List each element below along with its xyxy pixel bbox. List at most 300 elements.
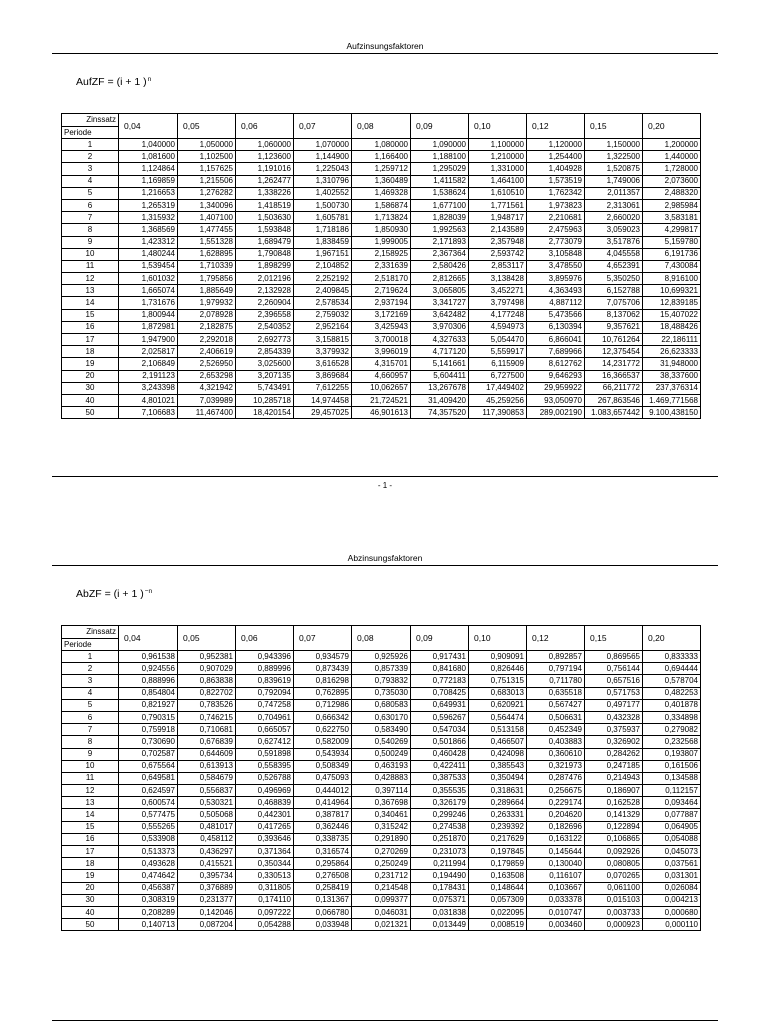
factor-cell: 3,065805 [411,285,469,297]
factor-cell: 1,210000 [469,151,527,163]
table-row [62,846,701,858]
factor-cell: 5,350250 [585,273,643,285]
factor-cell: 2,985984 [643,199,701,211]
factor-cell: 0,436297 [178,846,236,858]
factor-cell: 0,577475 [119,809,178,821]
factor-cell: 6,866041 [527,334,585,346]
factor-cell: 0,583490 [352,724,411,736]
factor-cell: 0,145644 [527,846,585,858]
factor-cell: 1,828039 [411,212,469,224]
factor-cell: 1,503630 [236,212,294,224]
factor-cell: 2,012196 [236,273,294,285]
period-cell: 4 [62,175,119,187]
factor-cell: 0,649581 [119,772,178,784]
factor-cell: 0,318631 [469,785,527,797]
factor-cell: 5,604411 [411,370,469,382]
factor-cell: 2,773079 [527,236,585,248]
table-row [62,724,701,736]
factor-cell: 1,628895 [178,248,236,260]
factor-cell: 3,341727 [411,297,469,309]
factor-cell: 0,596267 [411,711,469,723]
table-row [62,785,701,797]
factor-cell: 0,665057 [236,724,294,736]
factor-cell: 0,751315 [469,675,527,687]
factor-cell: 14,231772 [585,358,643,370]
factor-cell: 0,026084 [643,882,701,894]
factor-cell: 1,480244 [119,248,178,260]
factor-cell: 0,816298 [294,675,352,687]
factor-cell: 0,444012 [294,785,352,797]
factor-cell: 0,526788 [236,772,294,784]
factor-cell: 3,583181 [643,212,701,224]
factor-cell: 1,150000 [585,139,643,151]
factor-cell: 0,258419 [294,882,352,894]
factor-cell: 1,322500 [585,151,643,163]
factor-cell: 0,428883 [352,772,411,784]
factor-cell: 0,116107 [527,870,585,882]
factor-cell: 1,593848 [236,224,294,236]
factor-cell: 0,141329 [585,809,643,821]
factor-cell: 3,207135 [236,370,294,382]
factor-cell: 26,623333 [643,346,701,358]
factor-cell: 3,970306 [411,321,469,333]
period-cell: 10 [62,248,119,260]
factor-cell: 0,747258 [236,699,294,711]
factor-cell: 5,159780 [643,236,701,248]
page-title: Abzinsungsfaktoren [347,553,423,563]
factor-cell: 1,144900 [294,151,352,163]
factor-cell: 1,610510 [469,187,527,199]
factor-cell: 4,045558 [585,248,643,260]
factor-cell: 1.469,771568 [643,394,701,406]
factor-cell: 4,717120 [411,346,469,358]
factor-cell: 2,580426 [411,260,469,272]
factor-cell: 2,292018 [178,334,236,346]
factor-cell: 14,974458 [294,394,352,406]
formula-exponent: n [147,76,152,83]
factor-cell: 7,039989 [178,394,236,406]
factor-cell: 0,015103 [585,894,643,906]
factor-cell: 1,731676 [119,297,178,309]
factor-cell: 0,021321 [352,919,411,931]
table-row [62,711,701,723]
factor-cell: 1,500730 [294,199,352,211]
factor-cell: 0,270269 [352,846,411,858]
page-number: - 1 - [377,481,393,490]
factor-cell: 2,653298 [178,370,236,382]
table-row [62,407,701,419]
table-row [62,212,701,224]
factor-cell: 2,078928 [178,309,236,321]
factor-cell: 0,197845 [469,846,527,858]
factor-cell: 1,295029 [411,163,469,175]
factor-cell: 2,518170 [352,273,411,285]
rate-axis-label: Zinssatz [62,626,118,639]
factor-cell: 31,409420 [411,394,469,406]
factor-cell: 1,191016 [236,163,294,175]
factor-cell: 0,772183 [411,675,469,687]
factor-cell: 0,591898 [236,748,294,760]
period-cell: 30 [62,894,119,906]
factor-cell: 0,826446 [469,663,527,675]
factor-cell: 1,689479 [236,236,294,248]
table-row [62,772,701,784]
factor-cell: 1,411582 [411,175,469,187]
factor-cell: 0,790315 [119,711,178,723]
period-cell: 20 [62,882,119,894]
formula-body: (i + 1 ) [116,76,147,88]
factor-cell: 9.100,438150 [643,407,701,419]
factor-cell: 1,265319 [119,199,178,211]
table-row [62,309,701,321]
factor-cell: 1,464100 [469,175,527,187]
footer-rule [52,476,718,477]
factor-cell: 0,387817 [294,809,352,821]
factor-cell: 1,418519 [236,199,294,211]
factor-cell: 3,895976 [527,273,585,285]
factor-cell: 0,793832 [352,675,411,687]
factor-cell: 2,759032 [294,309,352,321]
period-cell: 9 [62,236,119,248]
factor-cell: 2,488320 [643,187,701,199]
factor-cell: 0,326179 [411,797,469,809]
factor-cell: 1,973823 [527,199,585,211]
factor-cell: 0,077887 [643,809,701,821]
factor-cell: 1,080000 [352,139,411,151]
factor-cell: 10,761264 [585,334,643,346]
factor-cell: 0,759918 [119,724,178,736]
table-row [62,273,701,285]
rate-header: 0,05 [178,114,236,139]
corner-cell [62,626,119,651]
rate-header: 0,08 [352,114,411,139]
factor-cell: 1,368569 [119,224,178,236]
factor-cell: 0,066780 [294,906,352,918]
table-row [62,870,701,882]
rate-header: 0,12 [527,114,585,139]
factor-cell: 1,872981 [119,321,178,333]
factor-cell: 0,746215 [178,711,236,723]
factor-cell: 1,102500 [178,151,236,163]
factor-cell: 1,586874 [352,199,411,211]
rate-header: 0,15 [585,114,643,139]
table-row [62,224,701,236]
factor-cell: 0,475093 [294,772,352,784]
factor-cell: 3,700018 [352,334,411,346]
factor-cell: 0,214548 [352,882,411,894]
factor-cell: 0,530321 [178,797,236,809]
factor-cell: 1,838459 [294,236,352,248]
factor-cell: 1,520875 [585,163,643,175]
factor-cell: 0,708425 [411,687,469,699]
factor-cell: 3,105848 [527,248,585,260]
factor-cell: 8,916100 [643,273,701,285]
factor-cell: 0,735030 [352,687,411,699]
factor-cell: 0,635518 [527,687,585,699]
period-cell: 40 [62,394,119,406]
factor-cell: 12,839185 [643,297,701,309]
table-row [62,748,701,760]
factor-cell: 0,162528 [585,797,643,809]
period-cell: 11 [62,772,119,784]
factor-cell: 1,947900 [119,334,178,346]
rate-header: 0,04 [119,114,178,139]
factor-cell: 0,279082 [643,724,701,736]
factor-cell: 4,801021 [119,394,178,406]
factor-cell: 0,003733 [585,906,643,918]
rate-header: 0,09 [411,114,469,139]
factor-cell: 13,267678 [411,382,469,394]
table-row [62,736,701,748]
factor-cell: 0,334898 [643,711,701,723]
factor-cell: 5,473566 [527,309,585,321]
period-cell: 18 [62,858,119,870]
factor-cell: 2,853117 [469,260,527,272]
factor-cell: 0,371364 [236,846,294,858]
table-row [62,858,701,870]
factor-cell: 0,924556 [119,663,178,675]
factor-cell: 0,869565 [585,651,643,663]
factor-cell: 0,497177 [585,699,643,711]
factor-cell: 0,099377 [352,894,411,906]
factor-cell: 4,177248 [469,309,527,321]
factor-cell: 7,612255 [294,382,352,394]
factor-cell: 5,743491 [236,382,294,394]
factor-cell: 7,106683 [119,407,178,419]
factor-cell: 3,425943 [352,321,411,333]
factor-cell: 0,675564 [119,760,178,772]
factor-cell: 0,649931 [411,699,469,711]
factor-cell: 237,376314 [643,382,701,394]
factor-cell: 0,010747 [527,906,585,918]
factor-cell: 3,996019 [352,346,411,358]
factor-cell: 0,263331 [469,809,527,821]
factor-cell: 0,256675 [527,785,585,797]
factor-cell: 0,506631 [527,711,585,723]
factor-cell: 0,321973 [527,760,585,772]
factor-cell: 2,409845 [294,285,352,297]
rate-header: 0,07 [294,626,352,651]
factor-cell: 0,174110 [236,894,294,906]
factor-cell: 0,624597 [119,785,178,797]
factor-cell: 0,909091 [469,651,527,663]
factor-cell: 2,171893 [411,236,469,248]
factor-cell: 0,463193 [352,760,411,772]
formula-equals: = [104,588,114,600]
factor-cell: 1,551328 [178,236,236,248]
factor-cell: 0,276508 [294,870,352,882]
factor-cell: 1,710339 [178,260,236,272]
factor-cell: 2,025817 [119,346,178,358]
table-row [62,199,701,211]
period-cell: 5 [62,187,119,199]
factor-cell: 1,216653 [119,187,178,199]
factor-cell: 0,907029 [178,663,236,675]
factor-cell: 0,308319 [119,894,178,906]
factor-cell: 0,217629 [469,833,527,845]
factor-cell: 0,229174 [527,797,585,809]
factor-cell: 0,756144 [585,663,643,675]
factor-cell: 8,612762 [527,358,585,370]
table-row [62,236,701,248]
factor-cell: 0,710681 [178,724,236,736]
table-row [62,260,701,272]
factor-cell: 0,295864 [294,858,352,870]
factor-cell: 0,387533 [411,772,469,784]
factor-cell: 0,231377 [178,894,236,906]
factor-cell: 0,239392 [469,821,527,833]
factor-cell: 0,797194 [527,663,585,675]
table-row [62,894,701,906]
factor-cell: 0,712986 [294,699,352,711]
page-title: Aufzinsungsfaktoren [346,41,424,51]
factor-cell: 0,657516 [585,675,643,687]
factor-cell: 1,070000 [294,139,352,151]
period-cell: 4 [62,687,119,699]
period-cell: 3 [62,675,119,687]
factor-cell: 0,547034 [411,724,469,736]
table-row [62,285,701,297]
factor-cell: 0,822702 [178,687,236,699]
table-row [62,687,701,699]
factor-cell: 1,538624 [411,187,469,199]
factor-cell: 1,360489 [352,175,411,187]
factor-cell: 1,340096 [178,199,236,211]
factor-cell: 0,003460 [527,919,585,931]
period-cell: 19 [62,358,119,370]
factor-cell: 0,482253 [643,687,701,699]
factor-cell: 74,357520 [411,407,469,419]
factor-cell: 10,285718 [236,394,294,406]
period-cell: 30 [62,382,119,394]
factor-cell: 0,330513 [236,870,294,882]
factor-cell: 0,460428 [411,748,469,760]
factor-cell: 0,452349 [527,724,585,736]
factor-cell: 3,243398 [119,382,178,394]
factor-cell: 0,070265 [585,870,643,882]
table-row [62,821,701,833]
period-cell: 7 [62,212,119,224]
factor-cell: 5,141661 [411,358,469,370]
factor-cell: 0,873439 [294,663,352,675]
factor-cell: 3,158815 [294,334,352,346]
factor-cell: 0,250249 [352,858,411,870]
factor-cell: 0,033948 [294,919,352,931]
factor-cell: 0,291890 [352,833,411,845]
factor-cell: 1,090000 [411,139,469,151]
factor-cell: 0,122894 [585,821,643,833]
factor-cell: 0,134588 [643,772,701,784]
factor-cell: 267,863546 [585,394,643,406]
factor-cell: 3,059023 [585,224,643,236]
factor-cell: 2,143589 [469,224,527,236]
factor-cell: 1,967151 [294,248,352,260]
factor-cell: 0,274538 [411,821,469,833]
factor-cell: 1,885649 [178,285,236,297]
factor-cell: 2,073600 [643,175,701,187]
factor-cell: 1,169859 [119,175,178,187]
factor-cell: 0,064905 [643,821,701,833]
factor-cell: 0,505068 [178,809,236,821]
table-row [62,663,701,675]
factor-cell: 1,407100 [178,212,236,224]
page-abzinsung [0,512,768,1024]
factor-cell: 66,211772 [585,382,643,394]
factor-cell: 0,163122 [527,833,585,845]
factor-cell: 4,299817 [643,224,701,236]
factor-cell: 0,350494 [469,772,527,784]
factor-cell: 1,166400 [352,151,411,163]
factor-cell: 1,790848 [236,248,294,260]
factor-cell: 1,898299 [236,260,294,272]
formula-exponent: −n [144,588,153,595]
factor-cell: 0,000110 [643,919,701,931]
formula [76,76,151,88]
period-cell: 9 [62,748,119,760]
factor-cell: 1,276282 [178,187,236,199]
factor-cell: 2,331639 [352,260,411,272]
factor-cell: 6,130394 [527,321,585,333]
factor-cell: 0,355535 [411,785,469,797]
factor-cell: 1,771561 [469,199,527,211]
factor-cell: 0,533908 [119,833,178,845]
rate-header: 0,12 [527,626,585,651]
factor-cell: 29,959922 [527,382,585,394]
factor-cell: 1,310796 [294,175,352,187]
factor-cell: 0,833333 [643,651,701,663]
factor-cell: 4,660957 [352,370,411,382]
factor-cell: 1,060000 [236,139,294,151]
formula-lhs: AufZF [76,76,105,88]
factor-cell: 0,211994 [411,858,469,870]
factor-cell: 0,401878 [643,699,701,711]
period-cell: 19 [62,870,119,882]
factor-cell: 10,699321 [643,285,701,297]
factor-cell: 1,100000 [469,139,527,151]
factor-cell: 0,415521 [178,858,236,870]
factor-cell: 2,357948 [469,236,527,248]
factor-cell: 2,540352 [236,321,294,333]
factor-cell: 1,573519 [527,175,585,187]
factor-cell: 0,863838 [178,675,236,687]
header-rule [52,565,718,566]
factor-cell: 0,000680 [643,906,701,918]
factor-cell: 1,262477 [236,175,294,187]
factor-cell: 0,013449 [411,919,469,931]
factor-cell: 1.083,657442 [585,407,643,419]
factor-cell: 0,783526 [178,699,236,711]
factor-cell: 0,231712 [352,870,411,882]
rate-header: 0,10 [469,114,527,139]
factor-cell: 7,689966 [527,346,585,358]
factor-cell: 0,543934 [294,748,352,760]
factor-cell: 1,728000 [643,163,701,175]
factor-cell: 0,112157 [643,785,701,797]
period-cell: 8 [62,224,119,236]
factor-cell: 0,045073 [643,846,701,858]
factor-cell: 0,630170 [352,711,411,723]
factor-cell: 0,888996 [119,675,178,687]
factor-cell: 22,186111 [643,334,701,346]
factor-cell: 0,161506 [643,760,701,772]
factor-cell: 0,500249 [352,748,411,760]
factor-cell: 2,132928 [236,285,294,297]
factor-cell: 15,407022 [643,309,701,321]
factor-cell: 2,396558 [236,309,294,321]
factor-cell: 45,259256 [469,394,527,406]
period-axis-label: Periode [64,128,92,137]
factor-cell: 4,315701 [352,358,411,370]
